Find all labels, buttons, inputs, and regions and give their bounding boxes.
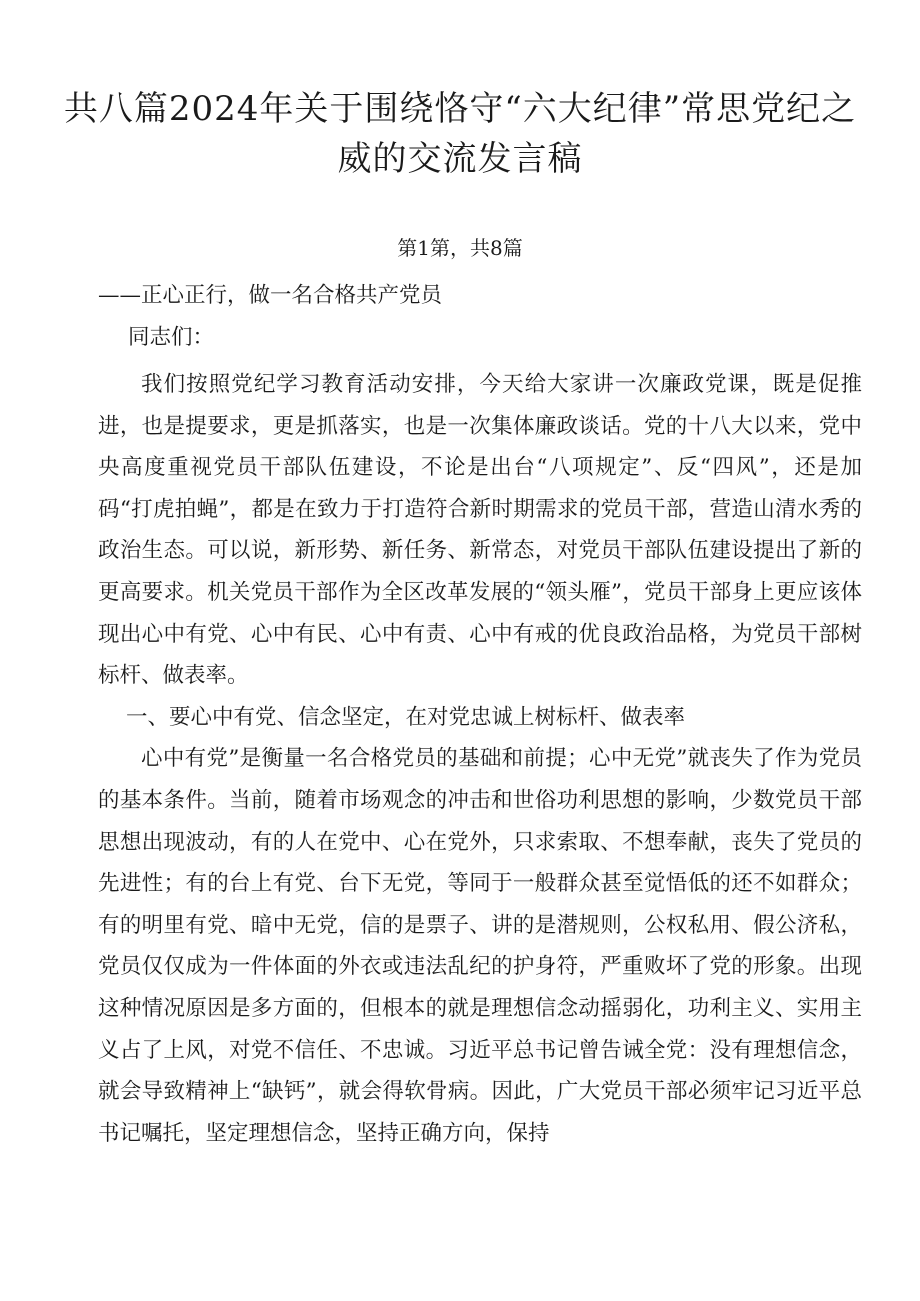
paragraph: 心中有党”是衡量一名合格党员的基础和前提；心中无党”就丧失了作为党员的基本条件。当前，随着市场观念的冲击和世俗功利思想的影响，少数党员干部思想出现波动，有的人在党中、心在党外，只求索取、不想奉献，丧失了党员的先进性；有的台上有党、台下无党，等同于一般群众甚至觉悟低的还不如群众；有的明里有党、暗中无党，信的是票子、讲的是潜规则，公权私用、假公济私，党员仅仅成为一件体面的外衣或违法乱纪的护身符，严重败坏了党的形象。出现这种情况原因是多方面的，但根本的就是理想信念动摇弱化，功利主义、实用主义占了上风，对党不信任、不忠诚。习近平总书记曾告诫全党：没有理想信念，就会导致精神上“缺钙”，就会得软骨病。因此，广大党员干部必须牢记习近平总书记嘱托，坚定理想信念，坚持正确方向，保持 [98,746,862,1146]
section-heading: 一、要心中有党、信念坚定，在对党忠诚上树标杆、做表率 [125,704,685,730]
document-body [98,364,862,1154]
section-label: 第1第，共8篇 [397,236,523,260]
document-subtitle: ——正心正行，做一名合格共产党员 [98,283,443,308]
document-title: 共八篇2024年关于围绕恪守“六大纪律”常思党纪之威的交流发言稿 [63,89,857,179]
salutation: 同志们： [128,325,215,350]
paragraph: 我们按照党纪学习教育活动安排，今天给大家讲一次廉政党课，既是促推进，也是提要求，更是抓落实，也是一次集体廉政谈话。党的十八大以来，党中央高度重视党员干部队伍建设，不论是出台“八项规定”、反“四风”，还是加码“打虎拍蝇”，都是在致力于打造符合新时期需求的党员干部，营造山清水秀的政治生态。可以说，新形势、新任务、新常态，对党员干部队伍建设提出了新的更高要求。机关党员干部作为全区改革发展的“领头雁”，党员干部身上更应该体现出心中有党、心中有民、心中有责、心中有戒的优良政治品格，为党员干部树标杆、做表率。 [98,372,862,689]
